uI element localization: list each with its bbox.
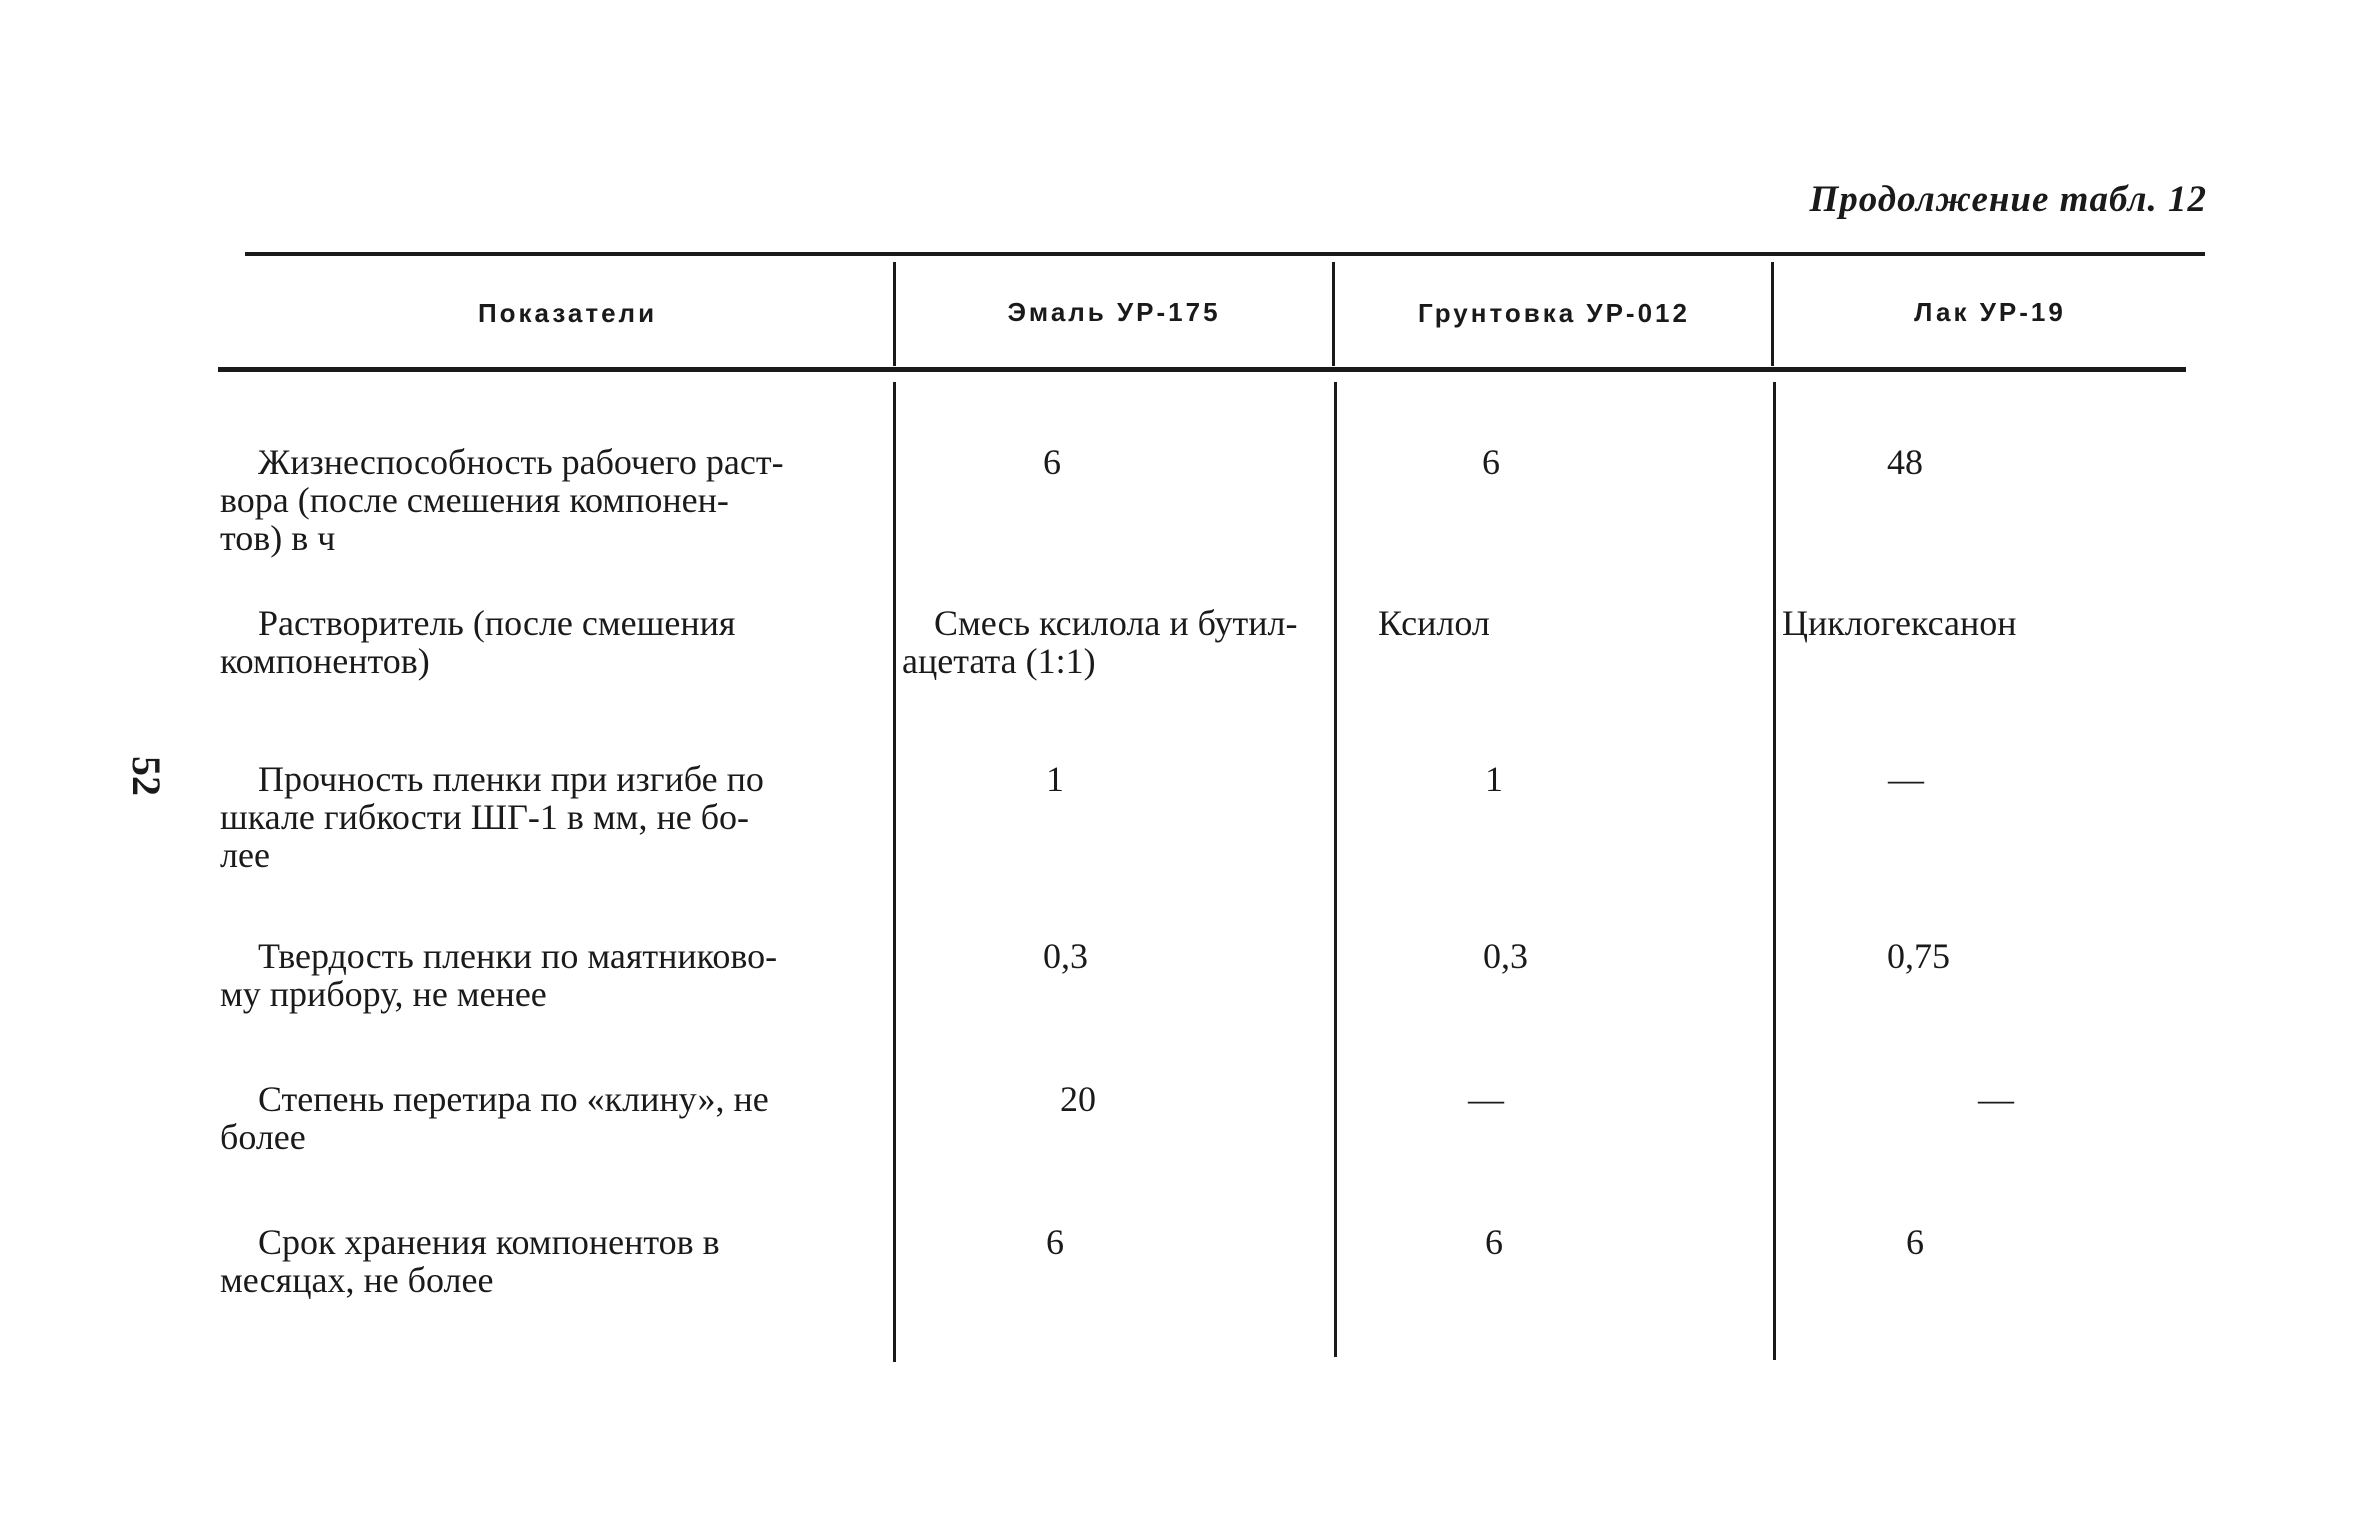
row-label-bend-strength <box>220 760 862 874</box>
cell-value: 48 <box>1887 442 1923 482</box>
cell-value: 0,75 <box>1887 936 1950 976</box>
cell-value: — <box>1468 1079 1504 1119</box>
label-line: шкале гибкости ШГ-1 в мм, не бо- <box>220 797 750 837</box>
label-line: Прочность пленки при изгибе по <box>258 759 764 799</box>
column-header-indicators: Показатели <box>477 298 658 328</box>
body-divider-2 <box>1334 382 1337 1357</box>
cell-value: Циклогексанон <box>1782 603 2017 643</box>
body-divider-3 <box>1773 382 1776 1360</box>
cell-value: 20 <box>1060 1079 1096 1119</box>
row-label-grind <box>220 1080 862 1156</box>
table-caption: Продолжение табл. 12 <box>1809 179 2207 220</box>
table-header-rule <box>218 367 2186 372</box>
cell-value: 1 <box>1485 759 1503 799</box>
label-line: компонентов) <box>220 641 430 681</box>
label-line: Срок хранения компонентов в <box>258 1222 720 1262</box>
page-number: 52 <box>124 756 169 796</box>
label-line: Твердость пленки по маятниково- <box>258 936 778 976</box>
cell-line: ацетата (1:1) <box>902 641 1096 681</box>
column-header-primer: Грунтовка УР-012 <box>1418 298 1690 328</box>
cell-value: 1 <box>1046 759 1064 799</box>
cell-value: — <box>1978 1079 2014 1119</box>
cell-line: Смесь ксилола и бутил- <box>934 603 1298 643</box>
label-line: тов) в ч <box>220 518 336 558</box>
cell-value: 6 <box>1046 1222 1064 1262</box>
label-line: Растворитель (после смешения <box>258 603 736 643</box>
cell-value: 6 <box>1906 1222 1924 1262</box>
row-label-hardness <box>220 937 862 1013</box>
cell-value: 0,3 <box>1043 936 1088 976</box>
cell-value: 6 <box>1485 1222 1503 1262</box>
row-label-solvent <box>220 604 862 680</box>
column-header-varnish: Лак УР-19 <box>1914 297 2066 327</box>
label-line: Степень перетира по «клину», не <box>258 1079 769 1119</box>
label-line: месяцах, не более <box>220 1260 494 1300</box>
label-line: лее <box>220 835 270 875</box>
row-label-pot-life <box>220 443 862 557</box>
cell-value: 6 <box>1482 442 1500 482</box>
body-divider-1 <box>893 382 896 1362</box>
cell-value: — <box>1888 759 1924 799</box>
cell-value-multiline <box>902 604 1332 680</box>
label-line: вора (после смешения компонен- <box>220 480 729 520</box>
table-top-rule <box>245 252 2205 256</box>
row-label-shelf-life <box>220 1223 862 1299</box>
column-header-enamel: Эмаль УР-175 <box>1007 297 1221 327</box>
label-line: му прибору, не менее <box>220 974 547 1014</box>
label-line: более <box>220 1117 306 1157</box>
cell-value: Ксилол <box>1378 603 1490 643</box>
cell-value: 6 <box>1043 442 1061 482</box>
label-line: Жизнеспособность рабочего раст- <box>258 442 784 482</box>
header-divider-2 <box>1332 262 1335 366</box>
cell-value: 0,3 <box>1483 936 1528 976</box>
